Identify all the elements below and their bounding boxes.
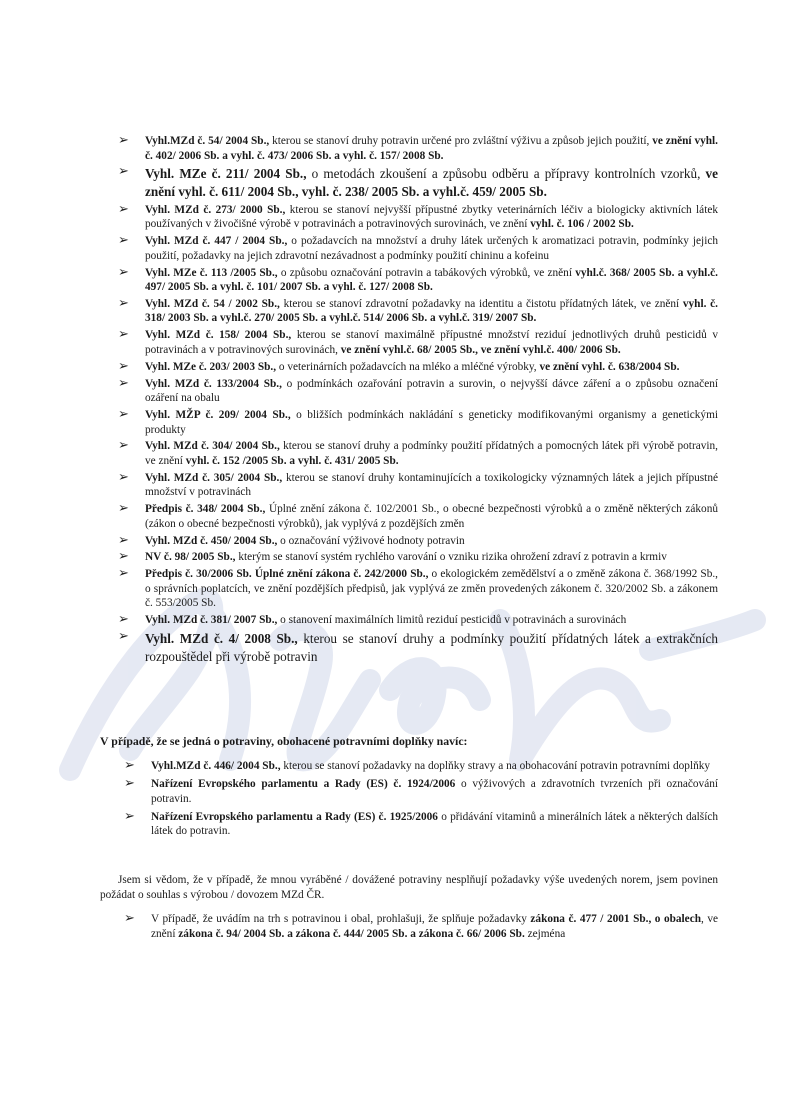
item-reference: Nařízení Evropského parlamentu a Rady (ES) č. 1925/2006 bbox=[151, 810, 438, 823]
arrow-bullet-icon: ➢ bbox=[118, 327, 129, 343]
legislation-list bbox=[118, 134, 718, 668]
item-text: o veterinárních požadavcích na mléko a mléčné výrobky, bbox=[276, 360, 540, 373]
list-item bbox=[118, 266, 718, 295]
item-reference: Vyhl.MZd č. 54/ 2004 Sb., bbox=[145, 135, 270, 147]
arrow-bullet-icon: ➢ bbox=[118, 532, 129, 548]
arrow-bullet-icon: ➢ bbox=[118, 629, 129, 645]
declaration-paragraph: Jsem si vědom, že v případě, že mnou vyráběné / dovážené potraviny nesplňují požadavky výše uvedených norem, jsem povinen požádat o souhlas s výrobou / dovozem MZd ČR. bbox=[100, 874, 718, 901]
arrow-bullet-icon: ➢ bbox=[118, 164, 129, 180]
item-reference: Vyhl. MZd č. 273/ 2000 Sb., bbox=[145, 203, 286, 216]
item-text: kterou se stanoví druhy potravin určené pro zvláštní výživu a způsob jejich použití, bbox=[269, 135, 653, 147]
item-text: o ekologickém zemědělství a o změně zákona č. 368/1992 Sb., o správních poplatcích, ve znění pozdějších předpisů, jak vyplývá ze změn provedených zákonem č. 320/2002 Sb. a zákonem č. 553/2005 Sb. bbox=[145, 568, 718, 610]
item-reference: Vyhl. MZd č. 447 / 2004 Sb., bbox=[145, 235, 288, 248]
item-reference: zákona č. 94/ 2004 Sb. a zákona č. 444/ 2005 Sb. a zákona č. 66/ 2006 Sb. bbox=[178, 928, 525, 940]
item-reference: zákona č. 477 / 2001 Sb., o obalech bbox=[530, 913, 701, 925]
item-text: o způsobu označování potravin a tabákových výrobků, ve znění bbox=[277, 266, 576, 279]
item-reference: Vyhl. MZd č. 158/ 2004 Sb., bbox=[145, 329, 292, 342]
item-text: kterou se stanoví druhy kontaminujících a toxikologicky významných látek a jejich přípustné množství v potravinách bbox=[145, 471, 718, 499]
arrow-bullet-icon: ➢ bbox=[118, 438, 129, 454]
item-reference: vyhl. č. 318/ 2003 Sb. a vyhl.č. 270/ 2005 Sb. a vyhl.č. 514/ 2006 Sb. a vyhl.č. 319/ 2007 Sb. bbox=[145, 297, 718, 325]
arrow-bullet-icon: ➢ bbox=[124, 758, 135, 773]
list-item bbox=[124, 912, 718, 942]
item-text: kterou se stanoví nejvyšší přípustné zbytky veterinárních léčiv a biologicky aktivních látek používaných v živočišné výrobě v potravinách a potravinových surovinách, ve znění bbox=[145, 203, 718, 231]
item-text: kterou se stanoví druhy a podmínky použití přídatných látek a extrakčních rozpouštědel při výrobě potravin bbox=[145, 631, 718, 664]
arrow-bullet-icon: ➢ bbox=[118, 264, 129, 280]
item-reference: Předpis č. 348/ 2004 Sb., bbox=[145, 503, 266, 516]
arrow-bullet-icon: ➢ bbox=[118, 549, 129, 565]
arrow-bullet-icon: ➢ bbox=[118, 201, 129, 217]
item-reference: Vyhl. MZe č. 113 /2005 Sb., bbox=[145, 266, 278, 279]
item-reference: vyhl. č. 152 /2005 Sb. a vyhl. č. 431/ 2005 Sb. bbox=[185, 454, 399, 467]
item-reference: Vyhl. MZd č. 54 / 2002 Sb., bbox=[145, 297, 280, 310]
item-reference: ve znění vyhl.č. 68/ 2005 Sb., ve znění vyhl.č. 400/ 2006 Sb. bbox=[340, 343, 621, 356]
list-item bbox=[118, 408, 718, 437]
list-item bbox=[118, 297, 718, 326]
arrow-bullet-icon: ➢ bbox=[118, 233, 129, 249]
list-item bbox=[118, 165, 718, 200]
supplement-legislation-list bbox=[124, 759, 718, 842]
arrow-bullet-icon: ➢ bbox=[118, 469, 129, 485]
item-text: kterou se stanoví požadavky na doplňky stravy a na obohacování potravin potravními doplňky bbox=[280, 760, 711, 772]
list-item bbox=[118, 471, 718, 500]
item-reference: vyhl. č. 106 / 2002 Sb. bbox=[530, 218, 634, 231]
item-text: Úplné znění zákona č. 102/2001 Sb., o obecné bezpečnosti výrobků a o změně některých zákonů (zákon o obecné bezpečnosti výrobků), jak vyplývá z pozdějších změn bbox=[145, 503, 718, 530]
item-text: o označování výživové hodnoty potravin bbox=[277, 534, 465, 547]
item-text: o přidávání vitaminů a minerálních látek a některých dalších látek do potravin. bbox=[151, 810, 718, 837]
section-heading: V případě, že se jedná o potraviny, obohacené potravními doplňky navíc: bbox=[100, 734, 468, 748]
item-reference: ve znění vyhl. č. 611/ 2004 Sb., vyhl. č. 238/ 2005 Sb. a vyhl.č. 459/ 2005 Sb. bbox=[145, 166, 718, 199]
item-text: o stanovení maximálních limitů reziduí pesticidů v potravinách a surovinách bbox=[277, 614, 627, 627]
packaging-declaration-list bbox=[124, 912, 718, 942]
item-reference: NV č. 98/ 2005 Sb., bbox=[145, 551, 236, 564]
arrow-bullet-icon: ➢ bbox=[118, 612, 129, 628]
list-item bbox=[124, 810, 718, 839]
arrow-bullet-icon: ➢ bbox=[124, 776, 135, 791]
item-reference: Vyhl. MZd č. 381/ 2007 Sb., bbox=[145, 614, 278, 627]
item-text: o metodách zkoušení a způsobu odběru a přípravy kontrolních vzorků, bbox=[306, 166, 706, 182]
arrow-bullet-icon: ➢ bbox=[118, 375, 129, 391]
list-item bbox=[124, 777, 718, 806]
item-reference: Vyhl. MZe č. 203/ 2003 Sb., bbox=[145, 360, 277, 373]
item-text: , ve znění bbox=[151, 913, 719, 940]
arrow-bullet-icon: ➢ bbox=[124, 808, 135, 824]
item-text: o podmínkách ozařování potravin a surovin, o nejvyšší dávce záření a o způsobu označení ozáření na obalu bbox=[145, 377, 718, 405]
item-text: kterým se stanoví systém rychlého varování o vzniku rizika ohrožení zdraví z potravin a krmiv bbox=[235, 551, 667, 564]
arrow-bullet-icon: ➢ bbox=[124, 911, 135, 926]
list-item bbox=[118, 360, 718, 375]
item-reference: Vyhl. MZd č. 133/2004 Sb., bbox=[145, 377, 282, 390]
item-reference: Vyhl. MŽP č. 209/ 2004 Sb., bbox=[145, 409, 291, 422]
list-item bbox=[118, 534, 718, 549]
list-item bbox=[118, 377, 718, 406]
item-reference: Vyhl. MZd č. 305/ 2004 Sb., bbox=[145, 471, 283, 484]
list-item bbox=[118, 502, 718, 531]
arrow-bullet-icon: ➢ bbox=[118, 566, 129, 582]
item-reference: Nařízení Evropského parlamentu a Rady (ES) č. 1924/2006 bbox=[151, 778, 456, 790]
item-reference: Vyhl. MZe č. 211/ 2004 Sb., bbox=[145, 166, 307, 182]
list-item bbox=[118, 613, 718, 628]
list-item bbox=[124, 759, 718, 774]
item-text: zejména bbox=[524, 928, 566, 940]
item-text: o výživových a zdravotních tvrzeních při označování potravin. bbox=[151, 778, 718, 805]
list-item bbox=[118, 234, 718, 263]
item-text: kterou se stanoví maximálně přípustné množství reziduí jednotlivých druhů pesticidů v potravinách a v potravinových surovinách, bbox=[145, 329, 718, 356]
item-reference: Vyhl.MZd č. 446/ 2004 Sb., bbox=[151, 760, 281, 772]
list-item bbox=[118, 630, 718, 665]
arrow-bullet-icon: ➢ bbox=[118, 133, 129, 148]
item-reference: Vyhl. MZd č. 304/ 2004 Sb., bbox=[145, 440, 280, 453]
item-reference: Vyhl. MZd č. 4/ 2008 Sb., bbox=[145, 631, 298, 647]
list-item bbox=[118, 567, 718, 611]
item-text: kterou se stanoví zdravotní požadavky na identitu a čistotu přídatných látek, ve znění bbox=[279, 297, 683, 310]
item-text: kterou se stanoví druhy a podmínky použití přídatných a pomocných látek při výrobě potravin, ve znění bbox=[145, 440, 718, 467]
arrow-bullet-icon: ➢ bbox=[118, 295, 129, 311]
item-reference: Předpis č. 30/2006 Sb. Úplné znění zákona č. 242/2000 Sb., bbox=[145, 568, 429, 581]
item-reference: vyhl.č. 368/ 2005 Sb. a vyhl.č. 497/ 2005 Sb. a vyhl. č. 101/ 2007 Sb. a vyhl. č. 127/ 2008 Sb. bbox=[145, 266, 718, 294]
item-text: V případě, že uvádím na trh s potravinou i obal, prohlašuji, že splňuje požadavky bbox=[151, 913, 531, 925]
list-item bbox=[118, 203, 718, 232]
item-reference: Vyhl. MZd č. 450/ 2004 Sb., bbox=[145, 534, 278, 547]
arrow-bullet-icon: ➢ bbox=[118, 358, 129, 374]
item-text: o požadavcích na množství a druhy látek určených k aromatizaci potravin, podmínky jejich použití, požadavky na jejich zdravotní nezávadnost a podmínky použití chininu a kofeinu bbox=[145, 235, 718, 262]
list-item bbox=[118, 550, 718, 565]
item-text: o bližších podmínkách nakládání s geneticky modifikovanými organismy a genetickými produkty bbox=[145, 409, 719, 436]
arrow-bullet-icon: ➢ bbox=[118, 407, 129, 423]
item-reference: ve znění vyhl. č. 402/ 2006 Sb. a vyhl. č. 473/ 2006 Sb. a vyhl. č. 157/ 2008 Sb. bbox=[145, 135, 718, 162]
list-item bbox=[118, 328, 718, 357]
list-item bbox=[118, 439, 718, 468]
item-reference: ve znění vyhl. č. 638/2004 Sb. bbox=[539, 360, 680, 373]
list-item bbox=[118, 134, 718, 163]
arrow-bullet-icon: ➢ bbox=[118, 501, 129, 517]
